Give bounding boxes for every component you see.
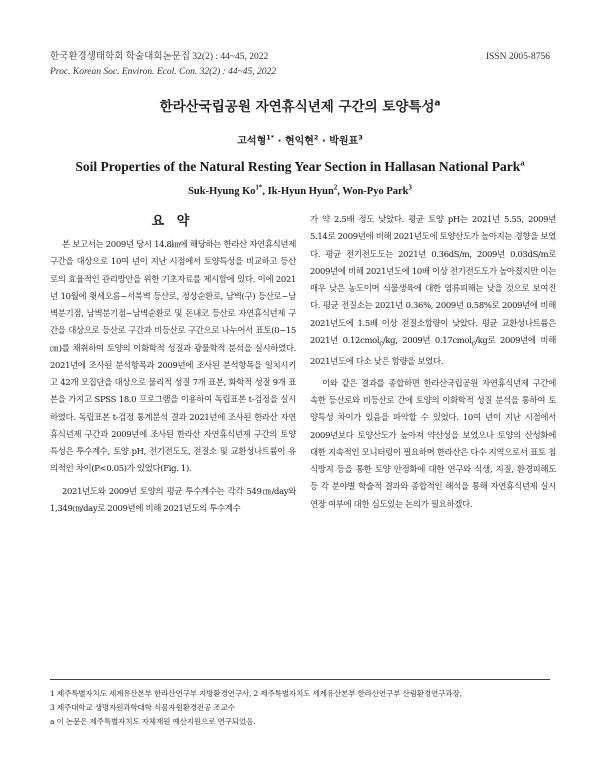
- author-name: Suk-Hyung Ko: [188, 186, 256, 197]
- author-affiliation-mark: 2: [313, 133, 319, 142]
- running-header: [50, 50, 550, 80]
- journal-citation-en: Proc. Korean Soc. Environ. Ecol. Con. 32(2) : 44~45, 2022: [50, 67, 276, 77]
- title-en-text: Soil Properties of the Natural Resting Year Section in Hallasan National Park: [75, 159, 521, 174]
- abstract-heading: 요 약: [151, 214, 194, 229]
- footnote-line: a 이 논문은 제주특별자치도 자체재원 예산지원으로 연구되었음.: [50, 717, 256, 726]
- journal-citation-ko: 한국환경생태학회 학술대회논문집 32(2) : 44~45, 2022: [50, 52, 269, 62]
- title-ko-text: 한라산국립공원 자연휴식년제 구간의 토양특성: [159, 99, 435, 115]
- footnote-line: 3 제주대학교 생명자원과학대학 식물자원환경전공 조교수: [50, 703, 235, 712]
- author-separator: ,: [337, 186, 343, 197]
- footnote-line: 1 제주특별자치도 세계유산본부 한라산연구부 지방환경연구사, 2 제주특별자치도 세계유산본부 한라산연구부 산림환경연구과장,: [50, 689, 462, 698]
- author-name: 박원표: [329, 136, 359, 147]
- author-affiliation-mark: 3: [358, 133, 363, 142]
- footnotes: [50, 687, 560, 729]
- author-separator: ·: [318, 136, 330, 147]
- author-separator: ,: [262, 186, 268, 197]
- abstract-paragraph: 이와 같은 결과를 종합하면 한라산국립공원 자연휴식년제 구간에 속한 등산로와 비등산로 간에 토양의 이화학적 성질 분석을 통하여 토양특성 차이가 있음을 파악할 수 있었다. 10여 년이 지난 시점에서 2009년보다 토양산도가 높아져 약산성을 보였으나 토양의 산성화에 대한 지속적인 모니터링이 필요하며 한라산은 다수 지역으로서 표토 침식방지 등을 통한 토양 안정화에 대한 연구와 식생, 지질, 환경피해도 등 각 분야별 학술적 결과와 종합적인 해석을 통해 자연휴식년제 실시 연장 여부에 대한 심도있는 논의가 필요하겠다.: [310, 377, 556, 509]
- abstract-left-column: [50, 236, 296, 517]
- abstract-paragraph: 2021년도와 2009년 토양의 평균 투수계수는 각각 549㎝/day와 1,349㎝/day로 2009년에 비해 2021년도의 투수계수: [50, 485, 296, 513]
- author-name: Ik-Hyun Hyun: [267, 186, 334, 197]
- author-name: 고석형: [237, 136, 267, 147]
- title-english: [0, 159, 600, 175]
- author-affiliation-mark: 1*: [255, 184, 263, 192]
- author-name: Won-Pyo Park: [342, 186, 409, 197]
- title-ko-footnote-mark: a: [434, 98, 441, 109]
- abstract-paragraph: 본 보고서는 2009년 당시 14.8㎞에 해당하는 한라산 자연휴식년제 구간을 대상으로 10여 년이 지난 시점에서 토양특성을 비교하고 등산로의 효율적인 관리방안을 위한 기초자료를 제시함에 있다. 이에 2021년 10월에 윗세오름~서북벽 등산로, 정상순환로, 남벽(구) 등산로~남벽분기점, 남벽분기점~남벽순환로 및 돈내코 등산로 자연휴식년제 구간을 대상으로 등산로 구간과 비등산로 구간으로 나누어서 표토(0~15㎝)를 채취하여 토양의 이화학적 성질과 광물학적 분석을 실시하였다. 2021년에 조사된 분석항목과 2009년에 조사된 분석항목을 일치시키고 42개 모집단을 대상으로 물리적 성질 7개 표본, 화학적 성질 9개 표본을 가지고 SPSS 18.0 프로그램을 이용하여 독립표본 t-검정을 실시하였다. 독립표본 t-검정 통계분석 결과 2021년에 조사된 한라산 자연휴식년제 구간과 2009년에 조사된 한라산 자연휴식년제 구간의 토양특성은 투수계수, 토양 pH, 전기전도도, 전질소 및 교환성나트륨이 유의적인 차이(P<0.05)가 있었다(Fig. 1).: [50, 239, 296, 474]
- author-affiliation-mark: 2: [333, 184, 338, 192]
- authors-english: [0, 186, 600, 197]
- abstract-paragraph: 가 약 2.5배 정도 낮았다. 평균 토양 pH는 2021년 5.55, 2009년 5.14로 2009년에 비해 2021년도에 토양산도가 높아지는 경향을 보였다. 평균 전기전도도는 2021년 0.36dS/m, 2009년 0.03dS/m로 2009년에 비해 2021년도에 10배 이상 전기전도도가 높아졌지만 이는 매우 낮은 농도이며 식물생육에 대한 염류피해는 낮을 것으로 보여진다. 평균 전질소는 2021년 0.36%, 2009년 0.58%로 2009년에 비해 2021년도에 1.5배 이상 전질소함량이 낮았다. 평균 교환성나트륨은 2021년 0.12cmol$_c$/kg, 2009년 0.17cmol$_c$/kg로 2009년에 비해 2021년도에 다소 낮은 함량을 보였다.: [310, 214, 556, 366]
- issn: ISSN 2005-8756: [485, 52, 550, 62]
- footnote-divider: [50, 679, 550, 680]
- author-name: 현익현: [284, 136, 314, 147]
- title-korean: [0, 95, 600, 115]
- author-affiliation-mark: 1*: [266, 133, 275, 142]
- abstract-right-column: [310, 211, 556, 513]
- author-affiliation-mark: 3: [408, 184, 412, 192]
- title-en-footnote-mark: a: [520, 157, 525, 168]
- author-separator: ·: [274, 136, 285, 147]
- authors-korean: [0, 132, 600, 147]
